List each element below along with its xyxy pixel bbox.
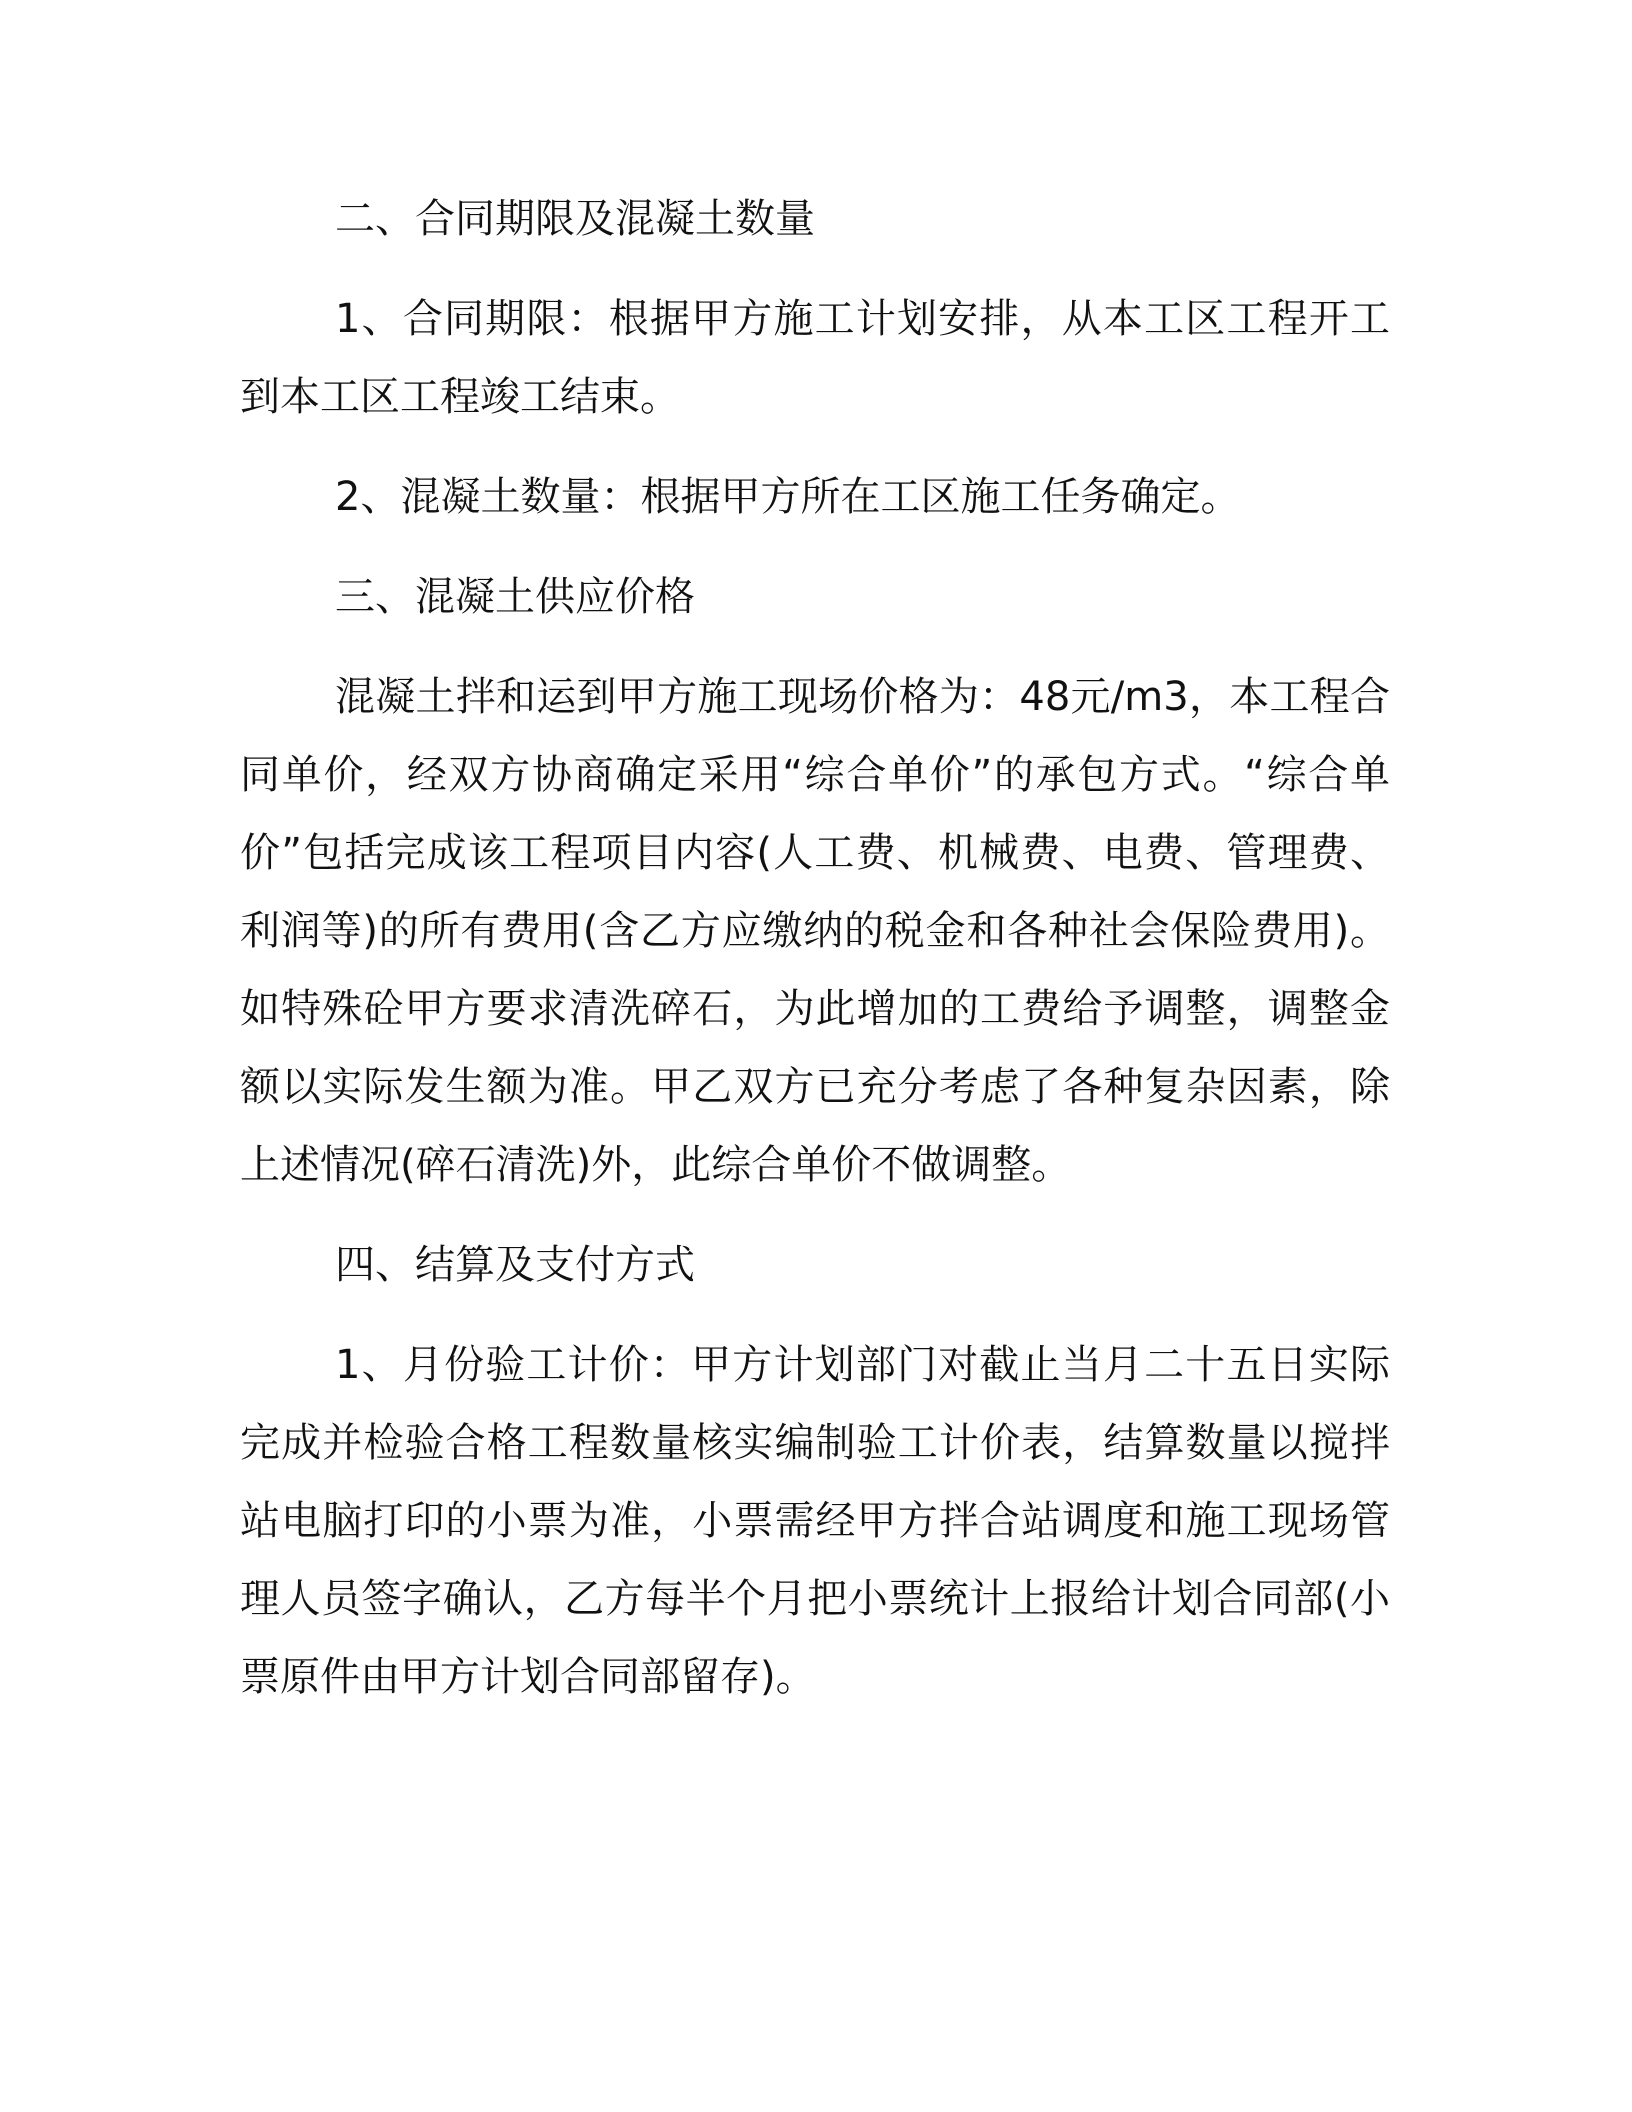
- paragraph-concrete-quantity: 2、混凝土数量：根据甲方所在工区施工任务确定。: [335, 474, 1241, 520]
- paragraph-monthly-valuation: 1、月份验工计价：甲方计划部门对截止当月二十五日实际完成并检验合格工程数量核实编制验工计价表，结算数量以搅拌站电脑打印的小票为准，小票需经甲方拌合站调度和施工现场管理人员签字确认，乙方每半个月把小票统计上报给计划合同部(小票原件由甲方计划合同部留存)。: [240, 1342, 1390, 1700]
- section-heading-2: 二、合同期限及混凝土数量: [335, 196, 815, 242]
- section-heading-4: 四、结算及支付方式: [335, 1242, 695, 1288]
- paragraph-price: 混凝土拌和运到甲方施工现场价格为：48元/m3，本工程合同单价，经双方协商确定采用“综合单价”的承包方式。“综合单价”包括完成该工程项目内容(人工费、机械费、电费、管理费、利润等)的所有费用(含乙方应缴纳的税金和各种社会保险费用)。如特殊砼甲方要求清洗碎石，为此增加的工费给予调整，调整金额以实际发生额为准。甲乙双方已充分考虑了各种复杂因素，除上述情况(碎石清洗)外，此综合单价不做调整。: [240, 674, 1390, 1188]
- section-heading-3: 三、混凝土供应价格: [335, 574, 695, 620]
- paragraph-contract-period: 1、合同期限：根据甲方施工计划安排，从本工区工程开工到本工区工程竣工结束。: [240, 296, 1390, 420]
- document-body: [240, 180, 1390, 1716]
